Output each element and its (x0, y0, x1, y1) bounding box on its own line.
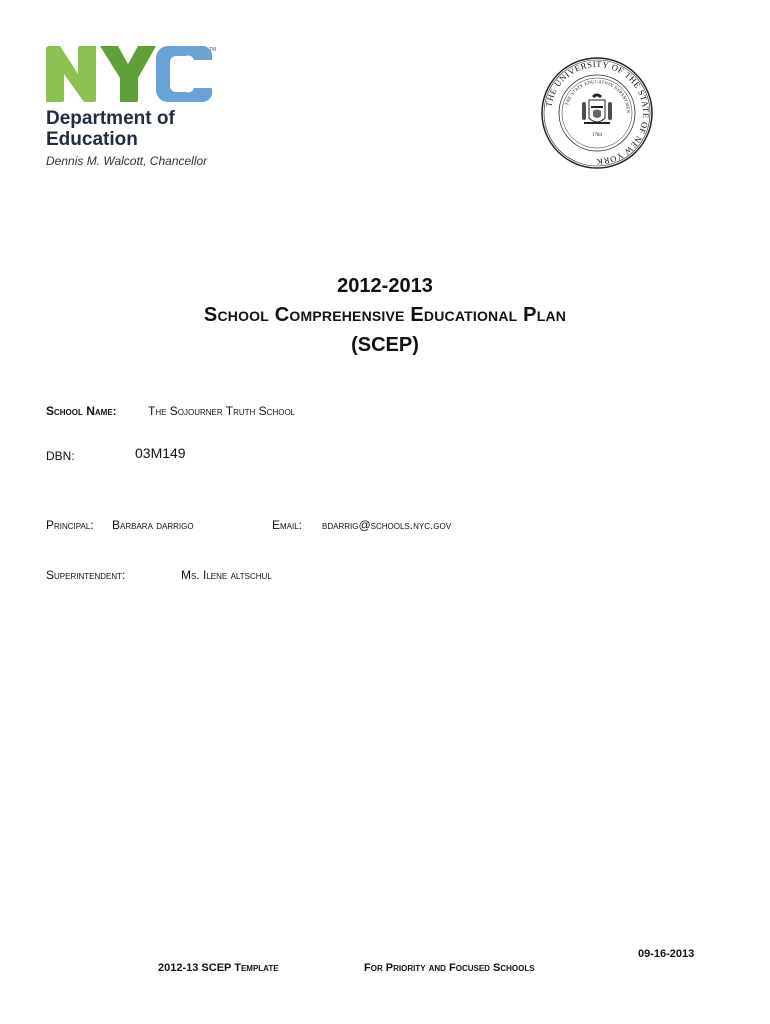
school-name-label: School Name: (46, 404, 117, 418)
seal-year: 1784 (592, 133, 602, 138)
principal-label: Principal: (46, 518, 94, 532)
seal-inner-text: THE STATE EDUCATION DEPARTMEN (564, 78, 632, 114)
nyc-logo (44, 44, 220, 104)
school-name-value: The Sojourner Truth School (148, 404, 296, 418)
title-main: School Comprehensive Educational Plan (203, 304, 567, 326)
footer-date: 09-16-2013 (638, 948, 695, 960)
logo-letter-n (46, 46, 96, 102)
department-line-1: Department of (46, 108, 175, 129)
principal-value: Barbara darrigo (112, 518, 194, 532)
logo-letter-y (100, 46, 156, 102)
footer-for-schools: For Priority and Focused Schools (364, 962, 535, 974)
email-value: bdarrig@schools.nyc.gov (322, 518, 452, 532)
email-label: Email: (272, 518, 303, 532)
chancellor-line: Dennis M. Walcott, Chancellor (46, 154, 208, 168)
seal-outer-text: THE UNIVERSITY OF THE STATE OF NEW YORK (543, 58, 652, 168)
footer-template: 2012-13 SCEP Template (158, 962, 279, 974)
logo-letter-c (156, 46, 212, 102)
seal-emblem (582, 94, 612, 125)
dbn-label: DBN: (46, 449, 75, 463)
title-year: 2012-2013 (337, 275, 433, 297)
title-abbreviation: (SCEP) (351, 334, 419, 356)
department-name (46, 108, 175, 150)
superintendent-value: Ms. Ilene altschul (181, 568, 272, 582)
nys-university-seal (540, 56, 654, 170)
document-title (0, 272, 770, 360)
department-line-2: Education (46, 129, 138, 150)
dbn-value: 03M149 (135, 445, 186, 461)
superintendent-label: Superintendent: (46, 568, 126, 582)
trademark-mark: TM (209, 47, 217, 53)
